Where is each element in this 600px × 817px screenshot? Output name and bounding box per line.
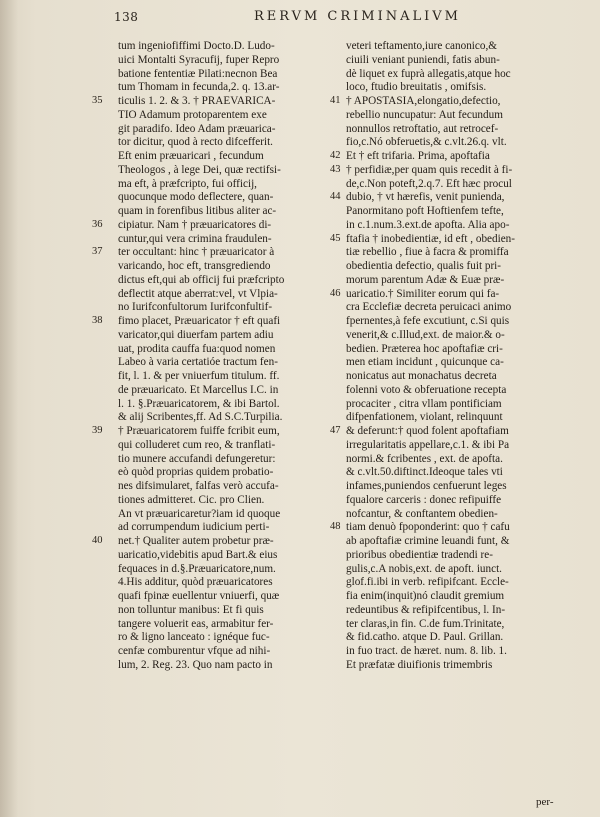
left-column-line: fequaces in d.§.Præuaricatore,num. <box>118 562 276 575</box>
left-column-line: cenfæ comburentur vfque ad nihi- <box>118 645 271 657</box>
right-column-line: ftafia † inobedientiæ, id eft , obedien- <box>346 232 516 245</box>
right-column-line: ciuili veniant puniendi, fatis abun- <box>346 53 500 66</box>
right-column-line: rebellio nuncupatur: Aut fecundum <box>346 108 503 121</box>
right-text-column <box>346 40 576 673</box>
right-column-line: prioribus obedientiæ tradendi re- <box>346 548 493 561</box>
left-column-line: tiones admitteret. Cic. pro Clien. <box>118 493 265 506</box>
left-column-line: Theologos , à lege Dei, quæ rectifsi- <box>118 163 281 176</box>
left-column-line: & alij Scribentes,ff. Ad S.C.Turpilia. <box>118 411 283 424</box>
right-column-line: ab apoftafiæ crimine leuandi funt, & <box>346 535 510 547</box>
right-column-line: infames,puniendos cenfuerunt leges <box>346 480 507 492</box>
right-column-line: † APOSTASIA,elongatio,defectio, <box>346 95 501 107</box>
left-column-line: tor dicitur, quod à recto difcefferit. <box>118 136 273 149</box>
right-column-line: folenni voto & obferuatione recepta <box>346 383 507 396</box>
left-column-line: ticulis 1. 2. & 3. † PRAEVARICA- <box>118 95 276 107</box>
left-column-line: tio munere accufandi defungeretur: <box>118 452 276 465</box>
right-column-line: fia enim(inquit)nó claudit gremium <box>346 590 505 602</box>
left-column-line: Eft enim præuaricari , fecundum <box>118 150 264 162</box>
page-header <box>0 4 600 26</box>
left-column-line: An vt præuaricaretur?iam id quoque <box>118 507 281 520</box>
left-text-column <box>118 40 340 673</box>
left-column-line: nes difsimularet, falfas verò accufa- <box>118 480 279 492</box>
left-column-line: cuntur,qui vera crimina fraudulen- <box>118 232 272 245</box>
left-column-line: fit, l. 1. & per vniuerfum titulum. ff. <box>118 370 280 382</box>
right-column-line: loco, ftudio breuitatis , omifsis. <box>346 81 487 94</box>
marginal-number: 42 <box>330 150 341 161</box>
right-column-line: tiæ rebellio , fiue à facra & promiffa <box>346 246 509 259</box>
right-column-line: bedien. Præterea hoc apoftafiæ cri- <box>346 342 503 355</box>
left-column-line: ma eft, à præfcripto, fui officij, <box>118 177 257 190</box>
left-column-line: deflectit atque aberrat:vel, vt Vlpia- <box>118 287 278 300</box>
page-number: 138 <box>114 10 139 24</box>
right-column-line: dè liquet ex fuprà allegatis,atque hoc <box>346 67 511 80</box>
right-column-line: cra Ecclefiæ decreta peruicaci animo <box>346 301 512 314</box>
right-column-line: de,c.Non poteft,2.q.7. Eft hæc procul <box>346 177 512 190</box>
right-column-line: & deferunt:† quod folent apoftafiam <box>346 425 509 437</box>
left-column-line: tum ingeniofiffimi Docto.D. Ludo- <box>118 40 275 52</box>
right-column-line: procaciter , citra vllam pontificiam <box>346 397 502 410</box>
right-column-line: fio,c.Nó obferuetis,& c.vlt.26.q. vlt. <box>346 136 507 149</box>
left-column-line: dictus eft,qui ab officij fui præfcripto <box>118 273 285 286</box>
left-column-line: no Iurifconfultorum Iurifconfultif- <box>118 301 273 314</box>
left-column-line: varicator,qui diuerfam partem adiu <box>118 328 274 341</box>
right-column-line: irregularitatis appellare,c.1. & ibi Pa <box>346 438 510 451</box>
left-column-line: net.† Qualiter autem probetur præ- <box>118 535 274 547</box>
left-column-line: l. 1. §.Præuaricatorem, & ibi Bartol. <box>118 397 280 410</box>
right-column-line: & c.vlt.50.diftinct.Ideoque tales vti <box>346 466 503 479</box>
right-column-line: Panormitano poft Hoftienfem tefte, <box>346 205 504 217</box>
right-column-line: veteri teftamento,iure canonico,& <box>346 40 497 52</box>
left-column-line: tangere voluerit eas, armabitur fer- <box>118 617 274 630</box>
marginal-number: 38 <box>92 315 103 326</box>
right-column-line: in fuo tract. de hæret. num. 8. lib. 1. <box>346 645 507 657</box>
right-column-line: nonicatus aut monachatus decreta <box>346 370 497 382</box>
right-column-line: † perfidiæ,per quam quis recedit à fi- <box>346 163 513 176</box>
left-column-line: cipiatur. Nam † præuaricatores di- <box>118 218 272 231</box>
right-column-line: glof.fi.ibi in verb. refipifcant. Eccle- <box>346 576 509 589</box>
marginal-number: 39 <box>92 425 103 436</box>
catchword: per- <box>536 796 554 808</box>
right-column-line: Et præfatæ diuifionis trimembris <box>346 658 493 671</box>
right-column-line: dubio, † vt hærefis, venit punienda, <box>346 191 505 204</box>
running-title: RERVM CRIMINALIVM <box>254 9 461 24</box>
marginal-number: 41 <box>330 95 341 106</box>
left-column-line: ro & ligno lanceato : ignéque fuc- <box>118 631 270 644</box>
right-column-line: morum parentum Adæ & Euæ præ- <box>346 273 505 286</box>
marginal-number: 35 <box>92 95 103 106</box>
left-column-line: batione fententiæ Pilati:necnon Bea <box>118 67 278 80</box>
left-column-line: 4.His additur, quòd præuaricatores <box>118 576 273 589</box>
right-column-line: fpernentes,à fefe excutiunt, c.Si quis <box>346 315 510 327</box>
left-column-line: de præuaricato. Et Marcellus I.C. in <box>118 383 279 396</box>
right-column-line: venerit,& c.Illud,ext. de maior.& o- <box>346 328 505 341</box>
right-column-line: redeuntibus & refipifcentibus, l. In- <box>346 603 506 616</box>
right-column-line: gulis,c.A nobis,ext. de apoft. iunct. <box>346 562 502 575</box>
left-column-line: eò quòd proprias quidem probatio- <box>118 466 274 479</box>
marginal-number: 37 <box>92 246 103 258</box>
right-column-line: difpenfationem, violant, relinquunt <box>346 411 503 424</box>
marginal-number: 40 <box>92 535 103 546</box>
right-column-line: normi.& fcribentes , ext. de apofta. <box>346 452 503 465</box>
left-column-line: uici Montalti Syracufij, fuper Repro <box>118 53 280 66</box>
right-column-line: & fid.catho. atque D. Paul. Grillan. <box>346 631 504 644</box>
left-column-line: uat, prodita cauffa fua:quod nomen <box>118 342 276 355</box>
gutter-shadow <box>0 0 18 817</box>
left-column-line: fimo placet, Præuaricator † eft quafi <box>118 315 281 327</box>
marginal-number: 47 <box>330 425 341 436</box>
left-column-line: TIO Adamum protoparentem exe <box>118 108 267 121</box>
left-column-line: git paradifo. Ideo Adam præuarica- <box>118 122 276 135</box>
marginal-number: 48 <box>330 521 341 533</box>
left-column-line: uaricatio,videbitis apud Bart.& eius <box>118 548 278 561</box>
left-column-line: non tolluntur manibus: Et fi quis <box>118 603 264 616</box>
left-column-line: ad corrumpendum iudicium perti- <box>118 521 270 534</box>
right-column-line: nonnullos retroftatio, aut retrocef- <box>346 122 499 135</box>
right-column-line: ter claras,in fin. C.de fum.Trinitate, <box>346 617 505 630</box>
right-column-line: uaricatio.† Similiter eorum qui fa- <box>346 287 500 300</box>
marginal-number: 46 <box>330 287 341 299</box>
marginal-number: 45 <box>330 232 341 244</box>
right-column-line: tiam denuò fpoponderint: quo † cafu <box>346 521 510 534</box>
right-column-line: Et † eft trifaria. Prima, apoftafia <box>346 150 490 162</box>
left-column-line: † Præuaricatorem fuiffe fcribit eum, <box>118 425 280 437</box>
left-column-line: varicando, hoc eft, transgrediendo <box>118 260 271 272</box>
left-column-line: quam in forenfibus litibus aliter ac- <box>118 205 277 217</box>
right-column-line: nofcantur, & conftantem obedien- <box>346 507 498 520</box>
marginal-number: 36 <box>92 218 103 230</box>
right-column-line: obedientia defectio, qualis fuit pri- <box>346 260 502 272</box>
left-column-line: quafi fpinæ euellentur vniuerfi, quæ <box>118 590 280 602</box>
left-column-line: ter occultant: hinc † præuaricator à <box>118 246 275 259</box>
marginal-number: 44 <box>330 191 341 203</box>
right-column-line: in c.1.num.3.ext.de apofta. Alia apo- <box>346 218 510 231</box>
left-column-line: quocunque modo deflectere, quan- <box>118 191 274 204</box>
left-column-line: Labeo à varia certatióe tractum fen- <box>118 356 278 369</box>
right-column-line: men etiam incidunt , quicunque ca- <box>346 356 504 369</box>
marginal-number: 43 <box>330 163 341 175</box>
left-column-line: lum, 2. Reg. 23. Quo nam pacto in <box>118 658 273 671</box>
left-column-line: tum Thomam in fecunda,2. q. 13.ar- <box>118 81 280 94</box>
left-column-line: qui colluderet cum reo, & tranflati- <box>118 438 276 451</box>
right-column-line: fqualore carceris : donec refipuiffe <box>346 493 502 506</box>
